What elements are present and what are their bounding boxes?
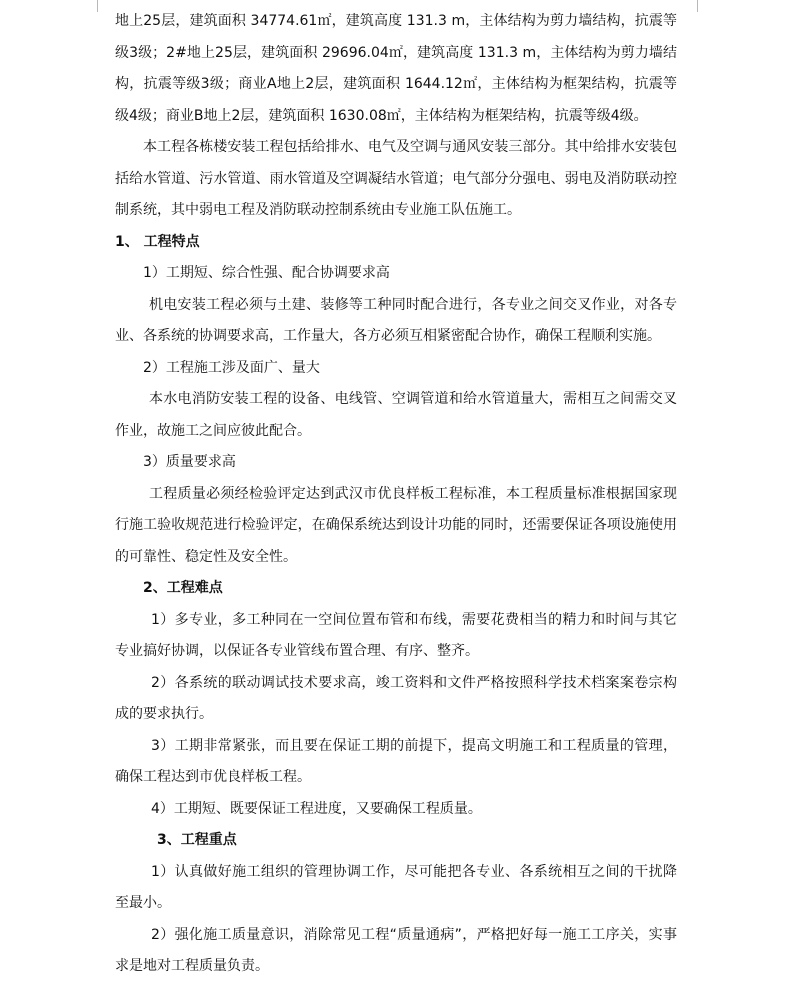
section-2-item-4: 4）工期短、既要保证工程进度，又要确保工程质量。	[151, 800, 482, 817]
document-body	[115, 6, 677, 983]
section-1-item-1-title: 1）工期短、综合性强、配合协调要求高	[143, 265, 390, 281]
section-2-item-1: 1）多专业，多工种同在一空间位置布管和布线，需要花费相当的精力和时间与其它专业搞好协调，以保证各专业管线布置合理、有序、整齐。	[115, 611, 677, 659]
section-1-heading: 1、 工程特点	[115, 233, 200, 250]
section-1-item-3-text: 工程质量必须经检验评定达到武汉市优良样板工程标准，本工程质量标准根据国家现行施工验收规范进行检验评定，在确保系统达到设计功能的同时，还需要保证各项设施使用的可靠性、稳定性及安全性。	[115, 485, 677, 565]
section-2-heading: 2、工程难点	[143, 580, 223, 596]
section-3-item-2: 2）强化施工质量意识，消除常见工程“质量通病”，严格把好每一施工工序关，实事求是地对工程质量负责。	[115, 926, 677, 974]
section-3-item-1: 1）认真做好施工组织的管理协调工作，尽可能把各专业、各系统相互之间的干扰降至最小。	[115, 863, 677, 911]
crop-mark-left	[97, 0, 98, 12]
section-3-heading: 3、工程重点	[157, 832, 237, 848]
crop-mark-right	[697, 0, 698, 12]
section-1-item-3-title: 3）质量要求高	[143, 454, 236, 470]
intro-paragraph-1: 地上25层，建筑面积 34774.61㎡，建筑高度 131.3 m，主体结构为剪力墙结构，抗震等级3级；2#地上25层，建筑面积 29696.04㎡，建筑高度 131.3 m，主体结构为剪力墙结构，抗震等级3级；商业A地上2层，建筑面积 1644.12㎡，主体结构为框架结构，抗震等级4级；商业B地上2层，建筑面积 1630.08㎡，主体结构为框架结构，抗震等级4级。	[115, 13, 677, 124]
intro-paragraph-2: 本工程各栋楼安装工程包括给排水、电气及空调与通风安装三部分。其中给排水安装包括给水管道、污水管道、雨水管道及空调凝结水管道；电气部分分强电、弱电及消防联动控制系统，其中弱电工程及消防联动控制系统由专业施工队伍施工。	[115, 139, 677, 218]
section-2-item-3: 3）工期非常紧张，而且要在保证工期的前提下，提高文明施工和工程质量的管理，确保工程达到市优良样板工程。	[115, 737, 677, 785]
section-1-item-2-text: 本水电消防安装工程的设备、电线管、空调管道和给水管道量大，需相互之间需交叉作业，故施工之间应彼此配合。	[115, 391, 677, 439]
section-2-item-2: 2）各系统的联动调试技术要求高，竣工资料和文件严格按照科学技术档案案卷宗构成的要求执行。	[115, 674, 677, 722]
section-1-item-2-title: 2）工程施工涉及面广、量大	[143, 359, 320, 376]
section-1-item-1-text: 机电安装工程必须与土建、装修等工种同时配合进行，各专业之间交叉作业，对各专业、各系统的协调要求高，工作量大，各方必须互相紧密配合协作，确保工程顺利实施。	[115, 296, 677, 344]
